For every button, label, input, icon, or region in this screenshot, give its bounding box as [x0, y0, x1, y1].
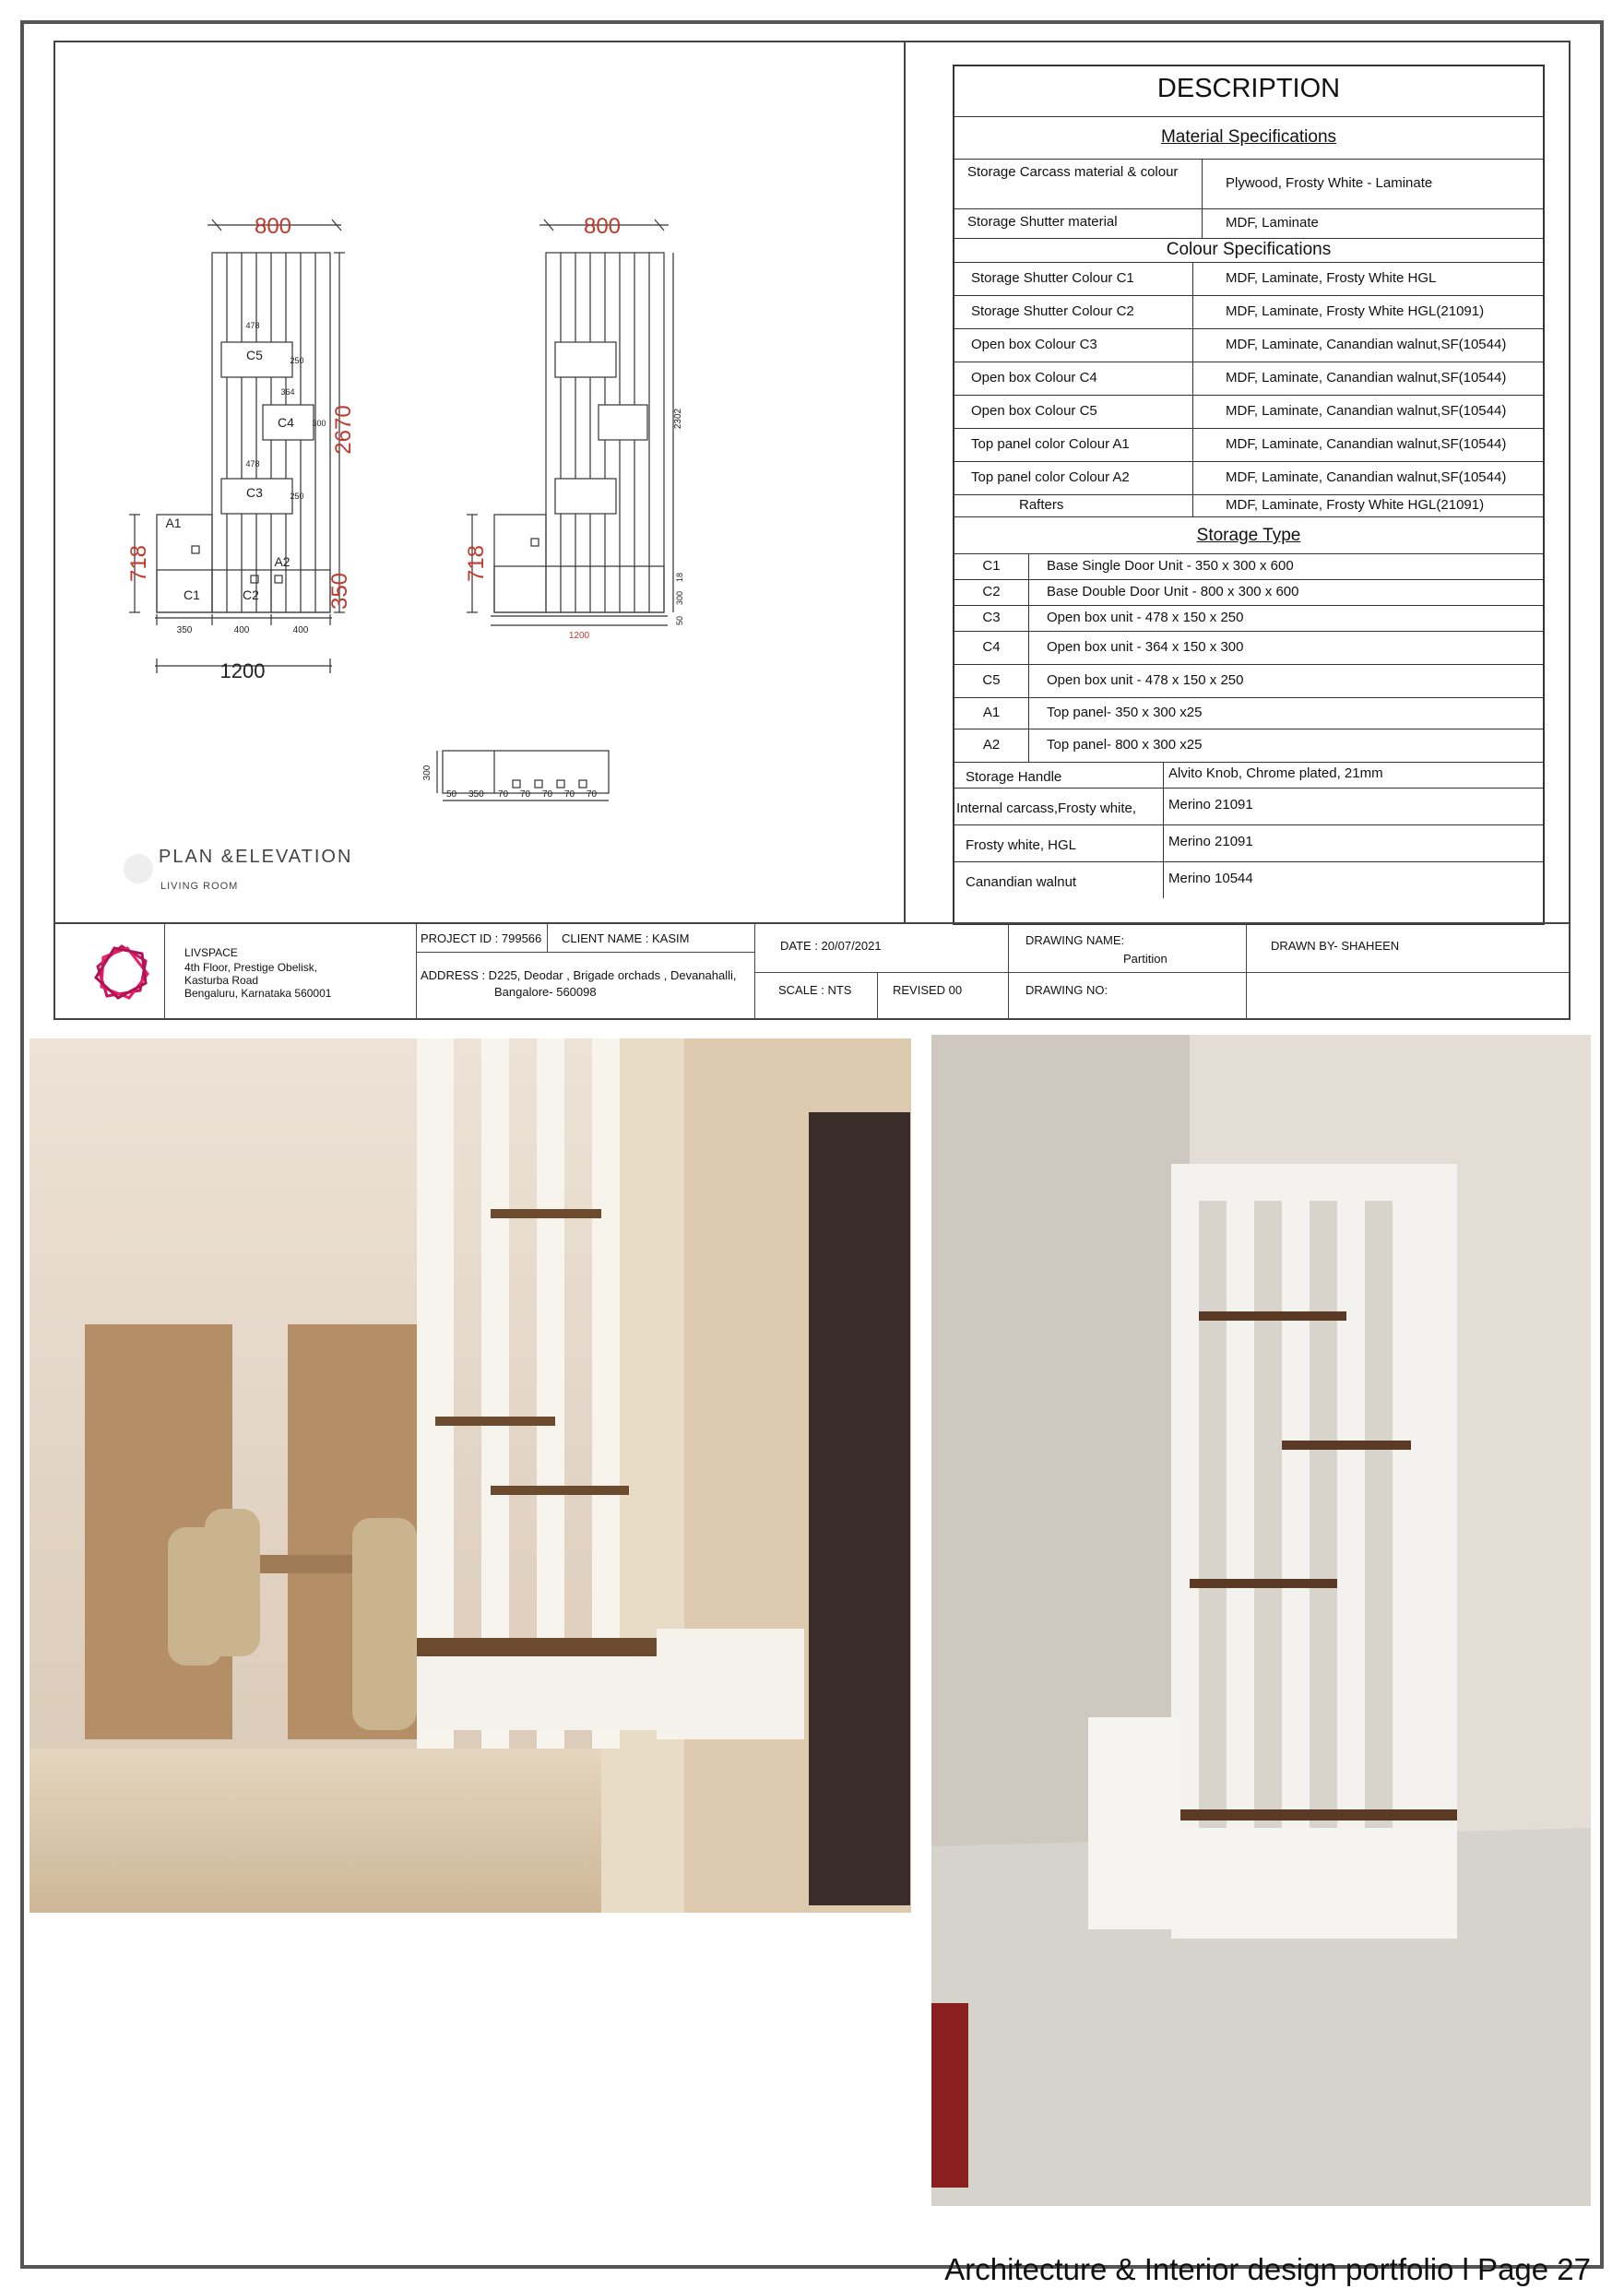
colour-value: MDF, Laminate, Canandian walnut,SF(10544)	[1226, 403, 1507, 419]
finish-value: Merino 10544	[1168, 871, 1253, 886]
colour-label: Top panel color Colour A2	[971, 469, 1130, 485]
colour-label: Top panel color Colour A1	[971, 436, 1130, 452]
storage-code: A1	[982, 705, 1001, 720]
plan-depth: 300	[422, 765, 433, 781]
drawing-title: PLAN &ELEVATION	[159, 847, 353, 867]
table-rule	[954, 159, 1543, 160]
label-a1: A1	[165, 516, 182, 530]
storage-desc: Base Single Door Unit - 350 x 300 x 600	[1047, 558, 1294, 574]
site-illustration	[931, 1035, 1591, 2206]
front-elevation	[129, 219, 345, 673]
table-rule	[954, 605, 1543, 606]
site-address-2: Bangalore- 560098	[494, 985, 597, 999]
drawing-name: Partition	[1123, 952, 1168, 966]
front-base-height-dim: 350	[327, 572, 352, 611]
site-address: ADDRESS : D225, Deodar , Brigade orchads , Devanahalli,	[421, 968, 737, 982]
description-title: DESCRIPTION	[1156, 74, 1341, 103]
side-right-dim-1: 18	[675, 572, 684, 582]
storage-code: C2	[982, 584, 1001, 599]
table-rule	[954, 762, 1543, 763]
finish-label: Canandian walnut	[966, 874, 1077, 890]
plan-dim-3: 70	[498, 789, 509, 800]
description-table	[953, 65, 1545, 925]
material-value: MDF, Laminate	[1226, 215, 1319, 231]
render-illustration	[30, 1038, 911, 1913]
company-name: LIVSPACE	[184, 946, 238, 959]
colour-label: Open box Colour C5	[971, 403, 1097, 419]
finish-value: Merino 21091	[1168, 834, 1253, 849]
colour-value: MDF, Laminate, Canandian walnut,SF(10544)	[1226, 370, 1507, 385]
finish-label: Storage Handle	[966, 769, 1062, 785]
project-id: PROJECT ID : 799566	[421, 931, 542, 945]
colour-label: Rafters	[1019, 497, 1064, 513]
colour-label: Storage Shutter Colour C1	[971, 270, 1134, 286]
storage-desc: Base Double Door Unit - 800 x 300 x 600	[1047, 584, 1299, 599]
side-right-dim-2: 300	[675, 590, 684, 605]
colour-value: MDF, Laminate, Frosty White HGL(21091)	[1226, 497, 1485, 513]
table-rule	[954, 516, 1543, 517]
front-bottom-dim: 1200	[219, 659, 266, 682]
base-dim-1: 350	[176, 625, 193, 635]
table-rule	[954, 861, 1543, 862]
table-rule	[954, 238, 1543, 239]
storage-code: A2	[982, 737, 1001, 753]
small-dim-1: 478	[245, 321, 260, 330]
plan-dim-4: 70	[520, 789, 531, 800]
colour-value: MDF, Laminate, Frosty White HGL(21091)	[1226, 303, 1485, 319]
plan-dim-6: 70	[564, 789, 575, 800]
material-label: Storage Shutter material	[967, 214, 1118, 230]
table-rule	[954, 664, 1543, 665]
scale: SCALE : NTS	[778, 983, 852, 997]
storage-code: C4	[982, 639, 1001, 655]
company-address-1: 4th Floor, Prestige Obelisk,	[184, 961, 318, 974]
storage-desc: Top panel- 350 x 300 x25	[1047, 705, 1203, 720]
site-photo	[931, 1035, 1591, 2206]
small-dim-4: 300	[312, 419, 326, 428]
side-height-dim: 2302	[673, 408, 683, 430]
sheet-divider	[904, 41, 906, 922]
label-c1: C1	[184, 587, 200, 602]
side-top-dim: 800	[583, 214, 622, 239]
storage-desc: Open box unit - 478 x 150 x 250	[1047, 672, 1244, 688]
storage-desc: Open box unit - 364 x 150 x 300	[1047, 639, 1244, 655]
label-c2: C2	[243, 587, 259, 602]
material-label: Storage Carcass material & colour	[967, 164, 1179, 180]
colour-header: Colour Specifications	[1166, 240, 1332, 259]
storage-desc: Top panel- 800 x 300 x25	[1047, 737, 1203, 753]
drawn-by: DRAWN BY- SHAHEEN	[1271, 939, 1400, 953]
title-marker-circle	[124, 854, 153, 884]
plan-dim-7: 70	[587, 789, 598, 800]
colour-value: MDF, Laminate, Frosty White HGL	[1226, 270, 1437, 286]
storage-code: C5	[982, 672, 1001, 688]
colour-label: Open box Colour C4	[971, 370, 1097, 385]
title-block	[53, 922, 1571, 1020]
material-header: Material Specifications	[1160, 127, 1337, 147]
company-address-2: Kasturba Road	[184, 974, 259, 987]
side-elevation	[467, 219, 673, 625]
plan-dim-2: 350	[468, 789, 484, 800]
table-rule	[954, 208, 1543, 209]
drawing-no: DRAWING NO:	[1025, 983, 1108, 997]
table-rule	[954, 328, 1543, 329]
colour-value: MDF, Laminate, Canandian walnut,SF(10544)	[1226, 436, 1507, 452]
base-dim-3: 400	[292, 625, 309, 635]
finish-value: Merino 21091	[1168, 797, 1253, 812]
client-name: CLIENT NAME : KASIM	[562, 931, 690, 945]
table-rule	[954, 461, 1543, 462]
storage-code: C1	[982, 558, 1001, 574]
side-left-height-dim: 718	[464, 544, 489, 583]
table-rule	[954, 579, 1543, 580]
table-rule	[954, 262, 1543, 263]
colour-value: MDF, Laminate, Canandian walnut,SF(10544)	[1226, 469, 1507, 485]
table-rule	[954, 428, 1543, 429]
label-c4: C4	[278, 415, 294, 430]
drawing-subtitle: LIVING ROOM	[160, 881, 239, 892]
finish-label: Internal carcass,Frosty white,	[956, 801, 1137, 816]
page-footer: Architecture & Interior design portfolio l Page 27	[944, 2252, 1591, 2286]
side-bottom-dim: 1200	[568, 631, 590, 641]
plan-dim-1: 50	[446, 789, 457, 800]
table-rule	[954, 697, 1543, 698]
label-c3: C3	[246, 485, 263, 500]
render-photo	[30, 1038, 911, 1913]
drawing-name-label: DRAWING NAME:	[1025, 933, 1125, 947]
elevation-drawings	[55, 42, 902, 920]
company-address-3: Bengaluru, Karnataka 560001	[184, 987, 332, 1000]
finish-label: Frosty white, HGL	[966, 837, 1077, 853]
small-dim-6: 250	[290, 492, 304, 501]
table-rule	[954, 631, 1543, 632]
storage-desc: Open box unit - 478 x 150 x 250	[1047, 610, 1244, 625]
plan-dim-5: 70	[542, 789, 553, 800]
material-value: Plywood, Frosty White - Laminate	[1226, 175, 1433, 191]
label-a2: A2	[274, 554, 290, 569]
storage-header: Storage Type	[1196, 526, 1301, 545]
side-right-dim-3: 50	[675, 615, 684, 625]
date: DATE : 20/07/2021	[780, 939, 882, 953]
table-rule	[954, 553, 1543, 554]
table-rule	[954, 824, 1543, 825]
colour-value: MDF, Laminate, Canandian walnut,SF(10544)	[1226, 337, 1507, 352]
small-dim-5: 478	[245, 459, 260, 468]
storage-code: C3	[982, 610, 1001, 625]
finish-value: Alvito Knob, Chrome plated, 21mm	[1168, 765, 1383, 781]
front-top-dim: 800	[254, 214, 292, 239]
front-left-height-dim: 718	[126, 544, 151, 583]
small-dim-2: 250	[290, 356, 304, 365]
colour-label: Storage Shutter Colour C2	[971, 303, 1134, 319]
front-height-dim: 2670	[331, 405, 356, 455]
table-rule	[954, 295, 1543, 296]
table-rule	[954, 395, 1543, 396]
small-dim-3: 364	[280, 387, 295, 397]
table-rule	[954, 788, 1543, 789]
base-dim-2: 400	[233, 625, 250, 635]
livspace-logo-icon	[92, 943, 151, 1002]
table-rule	[954, 494, 1543, 495]
colour-label: Open box Colour C3	[971, 337, 1097, 352]
revised: REVISED 00	[893, 983, 963, 997]
label-c5: C5	[246, 348, 263, 362]
